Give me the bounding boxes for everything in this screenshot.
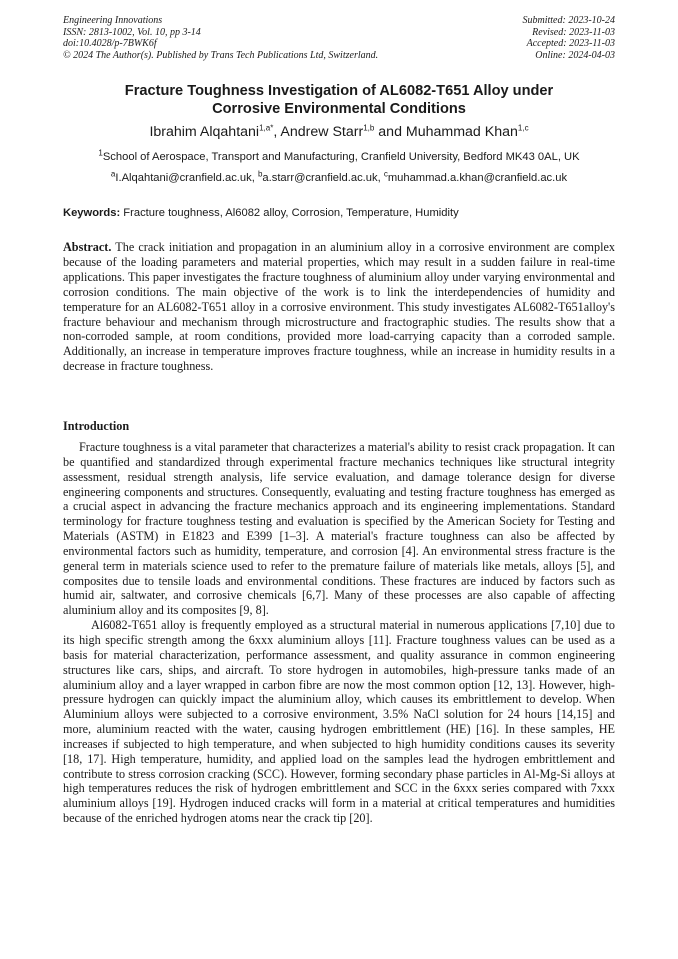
author-superscript: 1,b (363, 123, 375, 133)
submitted-date: Submitted: 2023-10-24 (522, 15, 615, 26)
abstract-text: The crack initiation and propagation in an aluminium alloy in a corrosive environment are complex because of the loading parameters and material properties, which may result in a sudden failure in real-time applications. This paper investigates the fracture toughness of aluminium alloy under varying environmental and corrosion conditions. The main objective of the work is to link the interdependencies of humidity and temperature for an AL6082-T651 alloy in a corrosive environment. This study investigates AL6082-T651alloy's fracture behaviour and mechanism through microstructure and fractographic studies. The results show that a non-corroded sample, at room conditions, provided more load-carrying capacity than a corroded sample. Additionally, an increase in temperature improves fracture toughness, while an increase in humidity results in a decrease in fracture toughness. (63, 240, 615, 374)
accepted-date: Accepted: 2023-11-03 (526, 38, 615, 49)
title-line-1: Fracture Toughness Investigation of AL6082-T651 Alloy under (124, 83, 554, 99)
affiliation-text: School of Aerospace, Transport and Manufacturing, Cranfield University, Bedford MK43 0AL, UK (102, 151, 580, 163)
author-separator: , (273, 124, 281, 140)
email-link[interactable]: muhammad.a.khan@cranfield.ac.uk (387, 172, 568, 184)
header-left (63, 15, 378, 61)
issn-line: ISSN: 2813-1002, Vol. 10, pp 3-14 (63, 26, 201, 38)
email-separator: , (251, 172, 258, 184)
introduction-body (63, 440, 615, 826)
author-superscript: 1,c (517, 123, 529, 133)
keywords-label: Keywords: (63, 207, 121, 219)
section-heading-introduction: Introduction (63, 419, 130, 433)
author-name: Andrew Starr (280, 124, 364, 140)
paragraph: Fracture toughness is a vital parameter that characterizes a material's ability to resist crack propagation. It can be quantified and standardized through experimental fracture mechanics techniques like structural integrity assessment, residual strength analysis, life service evaluation, and damage tolerance design for diverse engineering components and structures. Consequently, evaluating and testing fracture toughness has emerged as a crucial aspect in advancing the fracture mechanics approach and its engineering implementations. Standard terminology for fracture toughness testing and evaluation is specified by the American Society for Testing and Materials (ASTM) in E1823 and E399 [1–3]. A material's fracture toughness can also be affected by environmental factors such as humidity, temperature, and corrosion [4]. An environmental stress fracture is the general term in materials science used to refer to the premature failure of materials like metals, alloys [5], and composites due to tensile loads and environmental conditions. These fractures are induced by factors such as humid air, saltwater, and corrosive chemicals [6,7]. Many of these processes are also capable of affecting aluminium alloy and its composites [9, 8]. (63, 440, 615, 618)
abstract-paragraph (63, 240, 615, 374)
doi-line: doi:10.4028/p-7BWK6f (63, 38, 157, 49)
author-superscript: 1,a* (259, 123, 274, 133)
abstract (63, 240, 615, 374)
header-right (523, 15, 616, 61)
author-list (63, 124, 615, 141)
author-name: Ibrahim Alqahtani (149, 124, 260, 140)
revised-date: Revised: 2023-11-03 (532, 26, 615, 38)
author-name: Muhammad Khan (405, 124, 518, 140)
keywords-text: Fracture toughness, Al6082 alloy, Corrosion, Temperature, Humidity (120, 207, 459, 219)
email-superscript: b (257, 169, 263, 179)
email-link[interactable]: a.starr@cranfield.ac.uk (262, 172, 378, 184)
paper-title (63, 83, 615, 118)
journal-name: Engineering Innovations (63, 15, 163, 26)
keywords (63, 206, 615, 220)
copyright-line: © 2024 The Author(s). Published by Trans Tech Publications Ltd, Switzerland. (63, 49, 379, 61)
email-link[interactable]: I.Alqahtani@cranfield.ac.uk (115, 172, 252, 184)
email-superscript: a (110, 169, 116, 179)
affiliation-superscript: 1 (98, 148, 103, 158)
author-separator: and (374, 124, 406, 140)
paragraph: Al6082-T651 alloy is frequently employed as a structural material in numerous applications [7,10] due to its high specific strength among the 6xxx aluminium alloys [11]. Fracture toughness values can be used as a basis for material characterization, performance assessment, and quality assurance in common engineering structures like cars, ships, and aircraft. To store hydrogen in automobiles, high-pressure tanks made of an aluminium alloy and a layer wrapped in carbon fibre are now the most common option [12, 13]. However, high-pressure hydrogen can quickly impact the aluminium alloy, which causes its embrittlement to develop. When Aluminium alloys were subjected to a corrosive environment, 3.5% NaCl solution for 24 hours [14,15] and more, aluminium reacted with the water, causing hydrogen embrittlement (HE) [16]. In these samples, HE increases if subjected to high temperature, and when subjected to high humidity conditions causes its severity [18, 17]. High temperature, humidity, and applied load on the samples lead the hydrogen embrittlement and contribute to stress corrosion cracking (SCC). However, forming secondary phase particles in Al-Mg-Si alloys at high temperatures reduces the risk of hydrogen embrittlement and SCC in the 6xxx series compared with 7xxx aluminium alloys [19]. Hydrogen induced cracks will form in a material at critical temperatures and humidities because of the enriched hydrogen atoms near the crack tip [20]. (63, 618, 615, 826)
abstract-label: Abstract. (63, 240, 112, 254)
email-superscript: c (383, 169, 388, 179)
email-separator: , (377, 172, 384, 184)
email-list (63, 171, 615, 185)
affiliation (63, 150, 615, 164)
title-line-2: Corrosive Environmental Conditions (212, 100, 466, 117)
online-date: Online: 2024-04-03 (535, 49, 615, 61)
